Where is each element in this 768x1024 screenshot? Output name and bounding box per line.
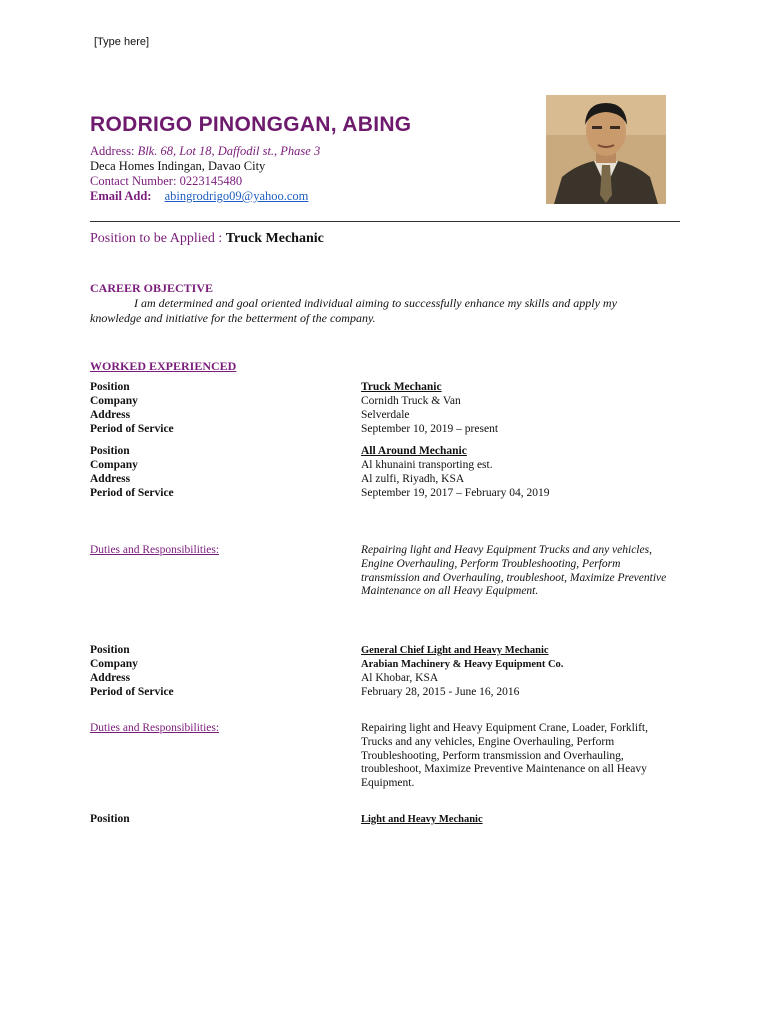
address-label: Address: [90,144,135,158]
job3-address: Al Khobar, KSA [361,672,439,684]
position-applied [90,231,324,247]
job1-position-label: Position [90,381,130,393]
job3-company: Arabian Machinery & Heavy Equipment Co. [361,659,564,670]
portrait-image [546,95,666,204]
career-objective-text: I am determined and goal oriented individual aiming to successfully enhance my skills and apply my knowledge and initiative for the betterment of the company. [90,296,617,325]
job2-company: Al khunaini transporting est. [361,459,493,471]
job2-period-label: Period of Service [90,487,174,499]
contact-value: 0223145480 [179,174,243,188]
position-applied-label: Position to be Applied : [90,231,223,246]
career-objective-title: CAREER OBJECTIVE [90,281,214,295]
job3-period-label: Period of Service [90,686,174,698]
job1-company-label: Company [90,395,138,407]
address-line-1 [90,144,320,159]
job1-position: Truck Mechanic [361,381,442,393]
work-experience-title: WORKED EXPERIENCED [90,359,237,373]
job2-position: All Around Mechanic [361,445,467,457]
address-value: Blk. 68, Lot 18, Daffodil st., Phase 3 [137,144,321,158]
job1-company: Cornidh Truck & Van [361,395,461,407]
email-link[interactable]: abingrodrigo09@yahoo.com [164,189,309,203]
job3-period: February 28, 2015 - June 16, 2016 [361,686,520,698]
email-line [90,189,308,204]
job1-address-label: Address [90,409,131,421]
job2-duties-label: Duties and Responsibilities: [90,544,220,556]
job3-position: General Chief Light and Heavy Mechanic [361,645,549,656]
job2-duties: Repairing light and Heavy Equipment Trucks and any vehicles, Engine Overhauling, Perform Troubleshooting, Perform transmission and Overhauling, troubleshoot, Maximize Preventive Maintenance on all Heavy Equipment. [361,544,667,598]
address-line-2: Deca Homes Indingan, Davao City [90,159,266,173]
job3-duties-label: Duties and Responsibilities: [90,722,220,734]
header-divider [90,221,680,222]
contact-label: Contact Number: [90,174,177,188]
position-applied-value: Truck Mechanic [225,231,324,246]
job3-duties: Repairing light and Heavy Equipment Crane, Loader, Forklift, Trucks and any vehicles, Engine Overhauling, Perform Troubleshooting, Perform transmission and Overhauling, troubleshoot, Maximize Preventive Maintenance on all Heavy Equipment. [361,722,648,790]
job1-period: September 10, 2019 – present [361,423,499,435]
email-label: Email Add: [90,189,152,203]
job2-period: September 19, 2017 – February 04, 2019 [361,487,550,499]
job1-address: Selverdale [361,409,410,421]
job3-address-label: Address [90,672,131,684]
contact-number [90,174,242,189]
job4-position-label: Position [90,813,130,825]
job2-company-label: Company [90,459,138,471]
job2-address: Al zulfi, Riyadh, KSA [361,473,465,485]
job2-position-label: Position [90,445,130,457]
header-placeholder: [Type here] [94,36,150,48]
job4-position: Light and Heavy Mechanic [361,814,483,825]
applicant-name: RODRIGO PINONGGAN, ABING [90,113,412,136]
job3-position-label: Position [90,644,130,656]
job2-address-label: Address [90,473,131,485]
job1-period-label: Period of Service [90,423,174,435]
applicant-photo [546,95,666,204]
job3-company-label: Company [90,658,138,670]
